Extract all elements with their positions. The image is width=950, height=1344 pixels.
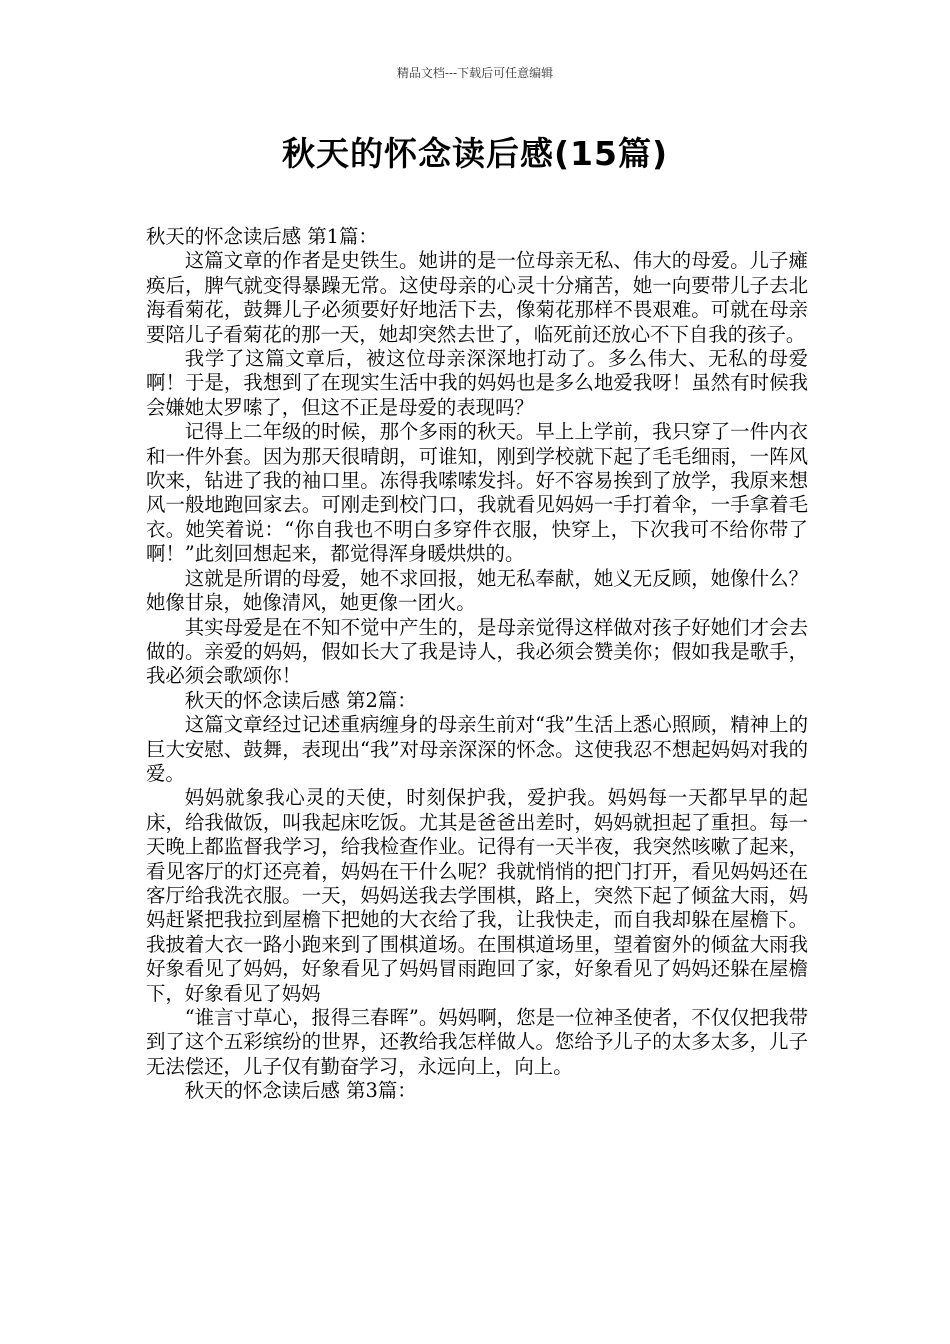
paragraph: 其实母爱是在不知不觉中产生的，是母亲觉得这样做对孩子好她们才会去做的。亲爱的妈妈，假如长大了我是诗人，我必须会赞美你；假如我是歌手，我必须会歌颂你！ (146, 615, 808, 688)
paragraph: 记得上二年级的时候，那个多雨的秋天。早上上学前，我只穿了一件内衣和一件外套。因为那天很晴朗，可谁知，刚到学校就下起了毛毛细雨，一阵风吹来，钻进了我的袖口里。冻得我嗦嗦发抖。好不容易挨到了放学，我原来想风一般地跑回家去。可刚走到校门口，我就看见妈妈一手打着伞，一手拿着毛衣。她笑着说：“你自我也不明白多穿件衣服，快穿上，下次我可不给你带了啊！”此刻回想起来，都觉得浑身暖烘烘的。 (146, 420, 808, 566)
paragraph: 这篇文章的作者是史铁生。她讲的是一位母亲无私、伟大的母爱。儿子瘫痪后，脾气就变得暴躁无常。这使母亲的心灵十分痛苦，她一向要带儿子去北海看菊花，鼓舞儿子必须要好好地活下去，像菊花那样不畏艰难。可就在母亲要陪儿子看菊花的那一天，她却突然去世了，临死前还放心不下自我的孩子。 (146, 249, 808, 346)
section-heading: 秋天的怀念读后感 第2篇： (184, 688, 417, 712)
paragraph: 这就是所谓的母爱，她不求回报，她无私奉献，她义无反顾，她像什么？她像甘泉，她像清风，她更像一团火。 (146, 566, 808, 615)
paragraph: 我学了这篇文章后，被这位母亲深深地打动了。多么伟大、无私的母爱啊！于是，我想到了在现实生活中我的妈妈也是多么地爱我呀！虽然有时候我会嫌她太罗嗦了，但这不正是母爱的表现吗？ (146, 347, 808, 419)
paragraph: “谁言寸草心，报得三春晖”。妈妈啊，您是一位神圣使者，不仅仅把我带到了这个五彩缤纷的世界，还教给我怎样做人。您给予儿子的太多太多，儿子无法偿还，儿子仅有勤奋学习，永远向上，向上。 (146, 1006, 808, 1078)
section-heading: 秋天的怀念读后感 第1篇： (146, 225, 378, 248)
document-body (146, 225, 808, 1104)
paragraph: 妈妈就象我心灵的天使，时刻保护我，爱护我。妈妈每一天都早早的起床，给我做饭，叫我起床吃饭。尤其是爸爸出差时，妈妈就担起了重担。每一天晚上都监督我学习，给我检查作业。记得有一天半夜，我突然咳嗽了起来，看见客厅的灯还亮着，妈妈在干什么呢？我就悄悄的把门打开，看见妈妈还在客厅给我洗衣服。一天，妈妈送我去学围棋，路上，突然下起了倾盆大雨，妈妈赶紧把我拉到屋檐下把她的大衣给了我，让我快走，而自我却躲在屋檐下。我披着大衣一路小跑来到了围棋道场。在围棋道场里，望着窗外的倾盆大雨我好象看见了妈妈，好象看见了妈妈冒雨跑回了家，好象看见了妈妈还躲在屋檐下，好象看见了妈妈 (146, 786, 808, 1005)
document-title: 秋天的怀念读后感(15篇) (281, 134, 669, 173)
section-heading: 秋天的怀念读后感 第3篇： (184, 1079, 417, 1103)
paragraph: 这篇文章经过记述重病缠身的母亲生前对“我”生活上悉心照顾，精神上的巨大安慰、鼓舞，表现出“我”对母亲深深的怀念。这使我忍不想起妈妈对我的爱。 (146, 713, 808, 785)
page-header: 精品文档---下载后可任意编辑 (396, 66, 554, 80)
